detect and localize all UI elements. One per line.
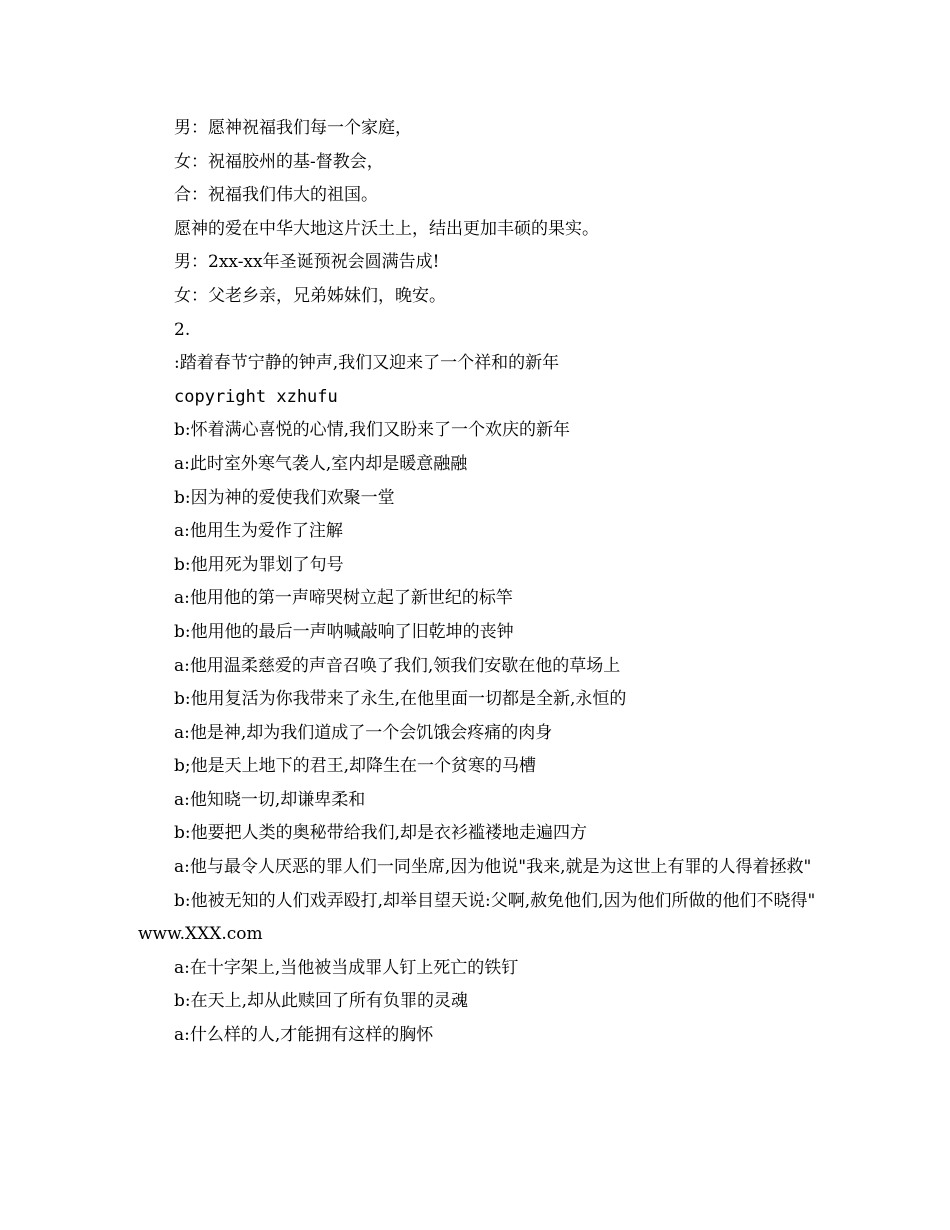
paragraph: 女：祝福胶州的基-督教会， [174, 151, 384, 172]
paragraph: a:他用温柔慈爱的声音召唤了我们,领我们安歇在他的草场上 [174, 655, 621, 676]
paragraph-copyright: copyright xzhufu [174, 386, 338, 407]
paragraph: b:他用死为罪划了句号 [174, 554, 344, 575]
paragraph: a:他用生为爱作了注解 [174, 521, 343, 542]
paragraph: 男：愿神祝福我们每一个家庭， [174, 118, 412, 138]
paragraph: a:他知晓一切,却谦卑柔和 [174, 789, 366, 810]
paragraph: 合：祝福我们伟大的祖国。 [174, 185, 378, 206]
paragraph: b:怀着满心喜悦的心情,我们又盼来了一个欢庆的新年 [174, 420, 571, 441]
paragraph: 男：2xx-xx年圣诞预祝会圆满告成! [174, 252, 440, 273]
paragraph: b:他被无知的人们戏弄殴打,却举目望天说:父啊,赦免他们,因为他们所做的他们不晓得" www.XXX.com [138, 890, 816, 945]
paragraph: 2. [174, 319, 191, 340]
paragraph: :踏着春节宁静的钟声,我们又迎来了一个祥和的新年 [174, 353, 560, 374]
paragraph: a:在十字架上,当他被当成罪人钉上死亡的铁钉 [174, 957, 519, 978]
paragraph: 女：父老乡亲，兄弟姊妹们，晚安。 [174, 285, 446, 306]
paragraph: a:他与最令人厌恶的罪人们一同坐席,因为他说"我来,就是为这世上有罪的人得着拯救" [174, 857, 812, 878]
paragraph: b:在天上,却从此赎回了所有负罪的灵魂 [174, 991, 469, 1012]
paragraph: b:他用复活为你我带来了永生,在他里面一切都是全新,永恒的 [174, 689, 627, 710]
paragraph: 愿神的爱在中华大地这片沃土上，结出更加丰硕的果实。 [174, 218, 599, 239]
paragraph: a:他用他的第一声啼哭树立起了新世纪的标竿 [174, 588, 513, 609]
paragraph: b:因为神的爱使我们欢聚一堂 [174, 487, 395, 508]
paragraph: a:什么样的人,才能拥有这样的胸怀 [174, 1025, 434, 1046]
paragraph: a:他是神,却为我们道成了一个会饥饿会疼痛的肉身 [174, 722, 553, 743]
paragraph: b:他用他的最后一声呐喊敲响了旧乾坤的丧钟 [174, 621, 514, 642]
document-body [138, 112, 818, 1053]
paragraph: b;他是天上地下的君王,却降生在一个贫寒的马槽 [174, 756, 537, 777]
paragraph: b:他要把人类的奥秘带给我们,却是衣衫褴褛地走遍四方 [174, 823, 588, 844]
paragraph: a:此时室外寒气袭人,室内却是暖意融融 [174, 453, 468, 474]
